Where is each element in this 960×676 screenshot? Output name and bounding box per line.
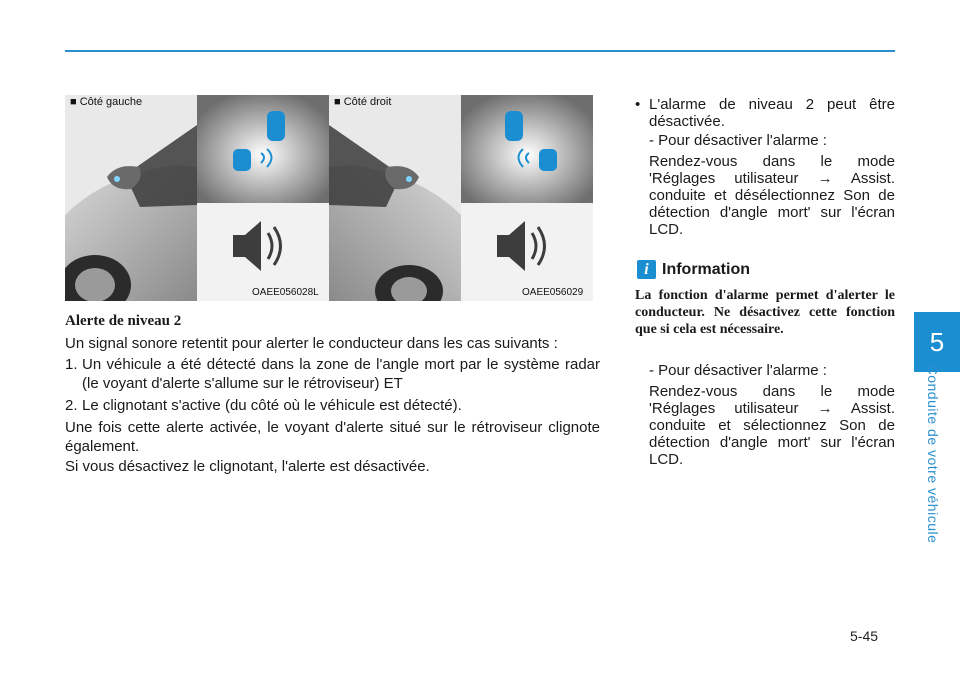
bullet-text: L'alarme de niveau 2 peut être désactivée. bbox=[649, 96, 895, 130]
figure-right-label: ■ Côté droit bbox=[334, 96, 392, 108]
chapter-number-tab bbox=[914, 312, 960, 372]
section-heading: Alerte de niveau 2 bbox=[65, 313, 182, 329]
info-body: La fonction d'alarme permet d'alerter le conducteur. Ne désactivez cette fonction que si cela est nécessaire. bbox=[635, 288, 895, 337]
car-mirror-right-illustration bbox=[329, 95, 593, 301]
list-item-number: 2. bbox=[65, 397, 78, 414]
sub-heading-1: - Pour désactiver l'alarme : bbox=[649, 132, 827, 149]
figure-left-side bbox=[65, 95, 329, 301]
sub-text-1: Rendez-vous dans le mode 'Réglages utilisateur → Assist. conduite et désélectionnez Son de détection d'angle mort' sur l'écran LCD. bbox=[649, 153, 895, 238]
paragraph-deactivate: Si vous désactivez le clignotant, l'alerte est désactivée. bbox=[65, 458, 430, 475]
chapter-title: Conduite de votre véhicule bbox=[925, 364, 941, 544]
bullet-mark: • bbox=[635, 96, 641, 113]
figure-right-code: OAEE056029 bbox=[522, 287, 584, 298]
page-number: 5-45 bbox=[850, 628, 879, 644]
sub-heading-2: - Pour désactiver l'alarme : bbox=[649, 362, 827, 379]
figure-left-code: OAEE056028L bbox=[252, 287, 319, 298]
paragraph-blinking: Une fois cette alerte activée, le voyant d'alerte situé sur le rétroviseur clignote également. bbox=[65, 419, 600, 455]
bullet-item bbox=[635, 96, 895, 130]
car-mirror-left-illustration bbox=[65, 95, 329, 301]
top-rule bbox=[65, 50, 895, 52]
figure-left-label: ■ Côté gauche bbox=[70, 96, 143, 108]
list-item-number: 1. bbox=[65, 356, 78, 373]
info-icon: i bbox=[637, 260, 656, 279]
list-item-text: Le clignotant s'active (du côté où le véhicule est détecté). bbox=[82, 397, 462, 414]
list-item-text: Un véhicule a été détecté dans la zone de l'angle mort par le système radar (le voyant d'alerte s'allume sur le rétroviseur) ET bbox=[82, 356, 600, 392]
intro-paragraph: Un signal sonore retentit pour alerter le conducteur dans les cas suivants : bbox=[65, 335, 558, 352]
chapter-number: 5 bbox=[929, 326, 945, 357]
list-item-2 bbox=[65, 396, 600, 415]
list-item-1 bbox=[65, 355, 600, 393]
chapter-title-vertical bbox=[918, 364, 948, 544]
info-title: Information bbox=[662, 261, 750, 278]
figure-right-side bbox=[329, 95, 593, 301]
sub-text-2: Rendez-vous dans le mode 'Réglages utilisateur → Assist. conduite et sélectionnez Son de détection d'angle mort' sur l'écran LCD. bbox=[649, 383, 895, 468]
